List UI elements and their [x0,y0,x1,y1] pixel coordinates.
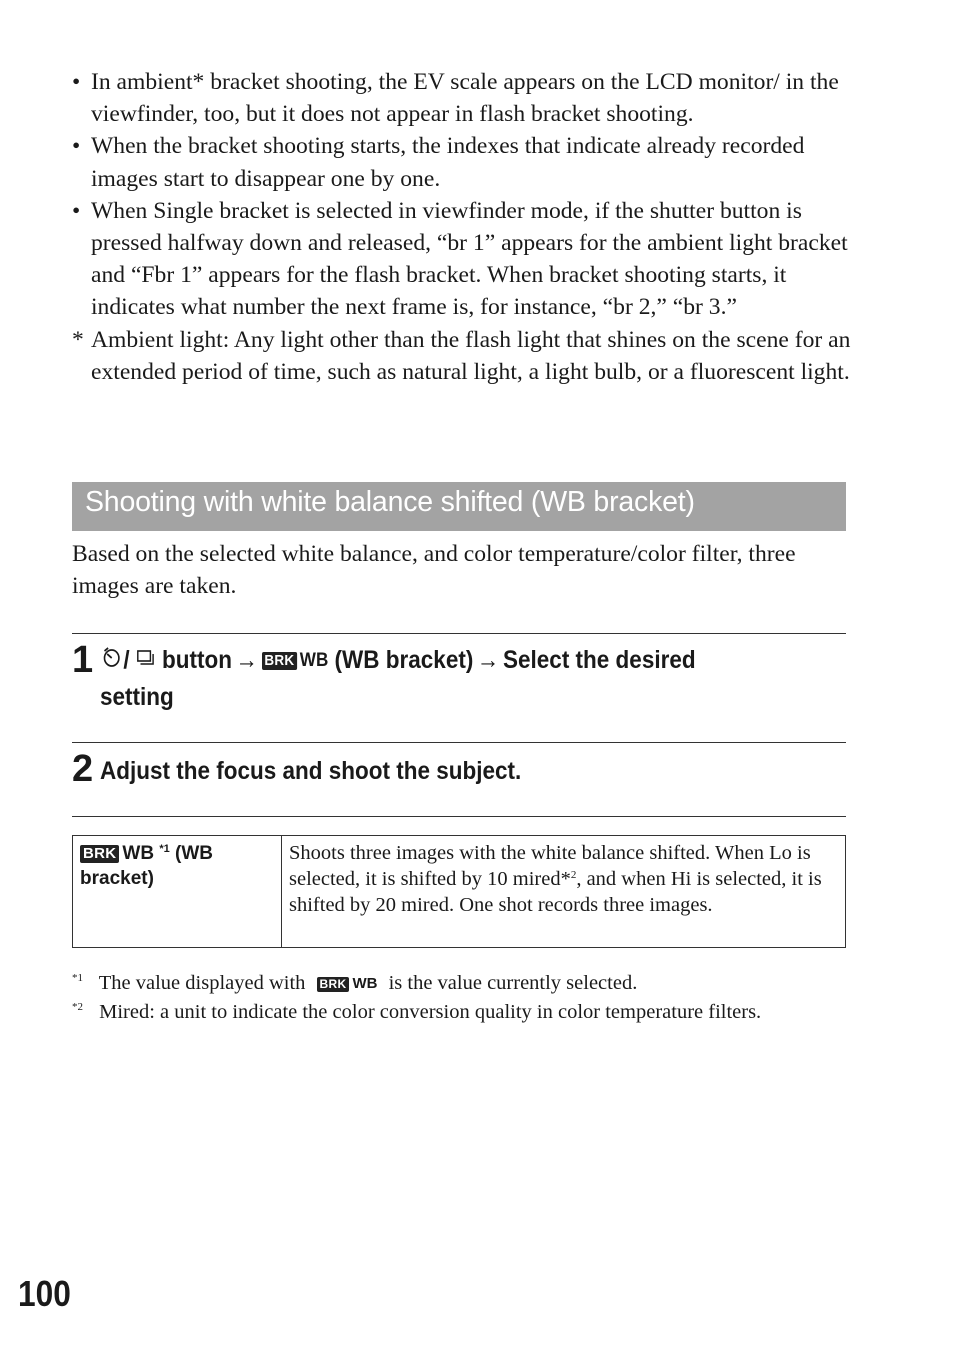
asterisk-mark: * [72,326,84,353]
wb-icon: WB [122,843,155,865]
brk-icon: BRK [262,652,297,670]
note-text: When the bracket shooting starts, the indexes that indicate already recorded images start to disappear one by one. [91,133,805,192]
list-item [72,195,852,324]
divider [72,742,846,743]
slash-separator: / [123,646,130,674]
footnote-text: Mired: a unit to indicate the color conversion quality in color temperature filters. [99,1001,762,1023]
description-text: , and when Hi is selected, it is shifted by 20 mired. One shot records three images. [289,867,822,916]
step-number: 2 [72,748,94,790]
step-line [100,642,766,679]
list-item [72,324,852,388]
step-number: 1 [72,639,94,681]
divider [72,816,846,817]
footnote-ref: *1 [159,843,170,855]
arrow-icon: → [235,646,259,674]
wb-icon: WB [352,975,378,993]
footnote-text: The value displayed with [98,972,306,994]
note-text: In ambient* bracket shooting, the EV scale appears on the LCD monitor/ in the viewfinder, too, but it does not appear in flash bracket shooting. [91,69,839,128]
intro-paragraph: Based on the selected white balance, and color temperature/color filter, three images are taken. [72,541,796,600]
brk-icon: BRK [317,977,350,992]
step-instruction [100,642,766,715]
notes-list [72,66,852,388]
table-cell-description [282,836,845,923]
continuous-drive-icon [136,643,156,679]
table-cell-setting [73,836,282,947]
list-item [72,66,852,130]
wb-bracket-label: (WB bracket) [334,646,474,674]
settings-table [72,835,846,948]
setting-label: (WB [175,843,214,864]
list-item [72,130,852,194]
wb-icon: WB [299,650,329,672]
note-text: When Single bracket is selected in viewfinder mode, if the shutter button is pressed halfway down and released, “br 1” appears for the ambient light bracket and “Fbr 1” appears for the flash bracket. When bracket shooting starts, it indicates what number the next frame is, for instance, “br 2,” “br 3.” [91,197,848,321]
step-line: setting [100,683,174,712]
select-label: Select the desired [503,646,696,674]
footnote-mark: *1 [72,972,83,984]
bullet-mark: • [72,69,81,95]
section-title: Shooting with white balance shifted (WB bracket) [85,486,695,518]
divider [72,633,846,634]
page-number: 100 [18,1273,71,1314]
footnote [72,993,761,1026]
section-header [72,482,846,531]
step-instruction: Adjust the focus and shoot the subject. [100,757,522,785]
note-text: Ambient light: Any light other than the flash light that shines on the scene for an extended period of time, such as natural light, a light bulb, or a fluorescent light. [91,326,851,385]
arrow-icon: → [476,646,500,674]
footnote-text: is the value currently selected. [388,972,638,994]
footnote-ref: 2 [570,868,577,881]
bullet-mark: • [72,133,81,160]
bullet-mark: • [72,197,81,224]
description-text: Shoots three images with the white balance shifted. When Lo is selected, it is shifted by 10 mired* [289,842,811,890]
button-label: button [161,646,232,674]
footnote-mark: *2 [72,1001,83,1013]
setting-label: bracket) [80,868,154,890]
brk-icon: BRK [80,845,119,863]
self-timer-icon [100,643,123,679]
